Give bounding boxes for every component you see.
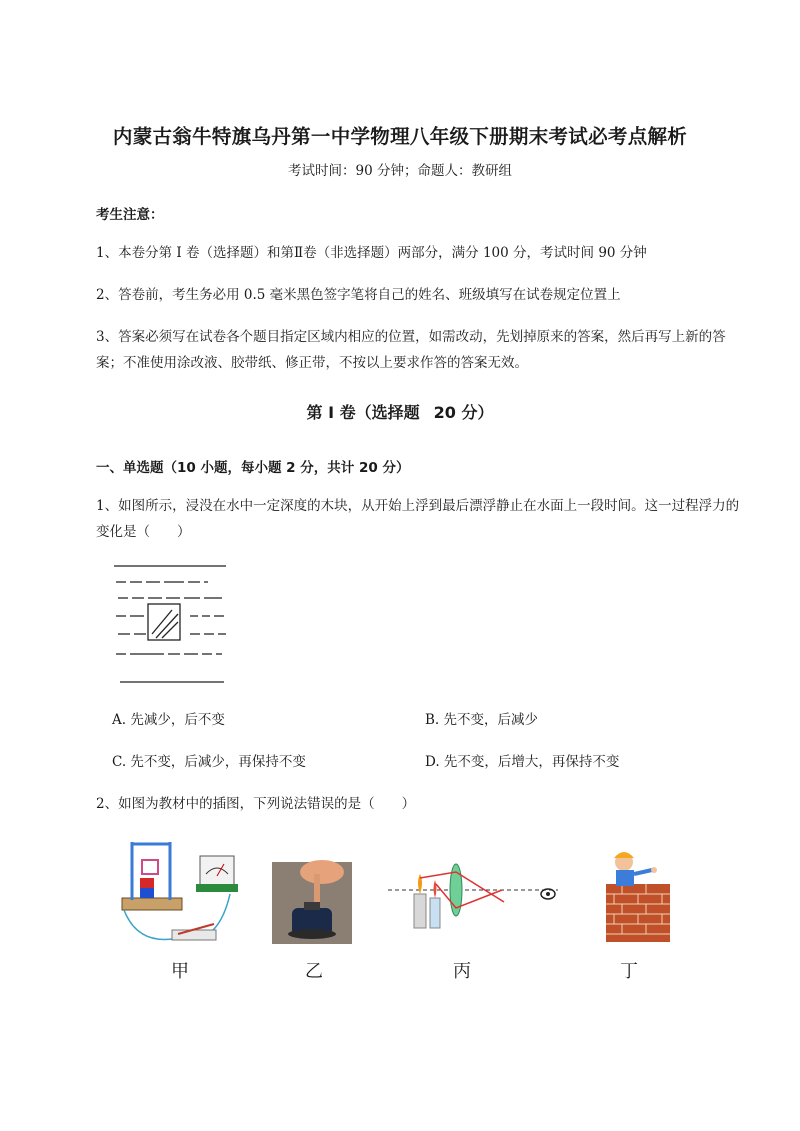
figure-label-yi: 乙 [305, 961, 323, 982]
notice-item-1: 1、本卷分第 I 卷（选择题）和第Ⅱ卷（非选择题）两部分，满分 100 分，考试时间 90 分钟 [96, 245, 647, 261]
option-d[interactable]: D. 先不变，后增大，再保持不变 [425, 754, 620, 770]
question-1-stem: 1、如图所示，浸没在水中一定深度的木块，从开始上浮到最后漂浮静止在水面上一段时间。这一过程浮力的变化是（ ） [96, 498, 740, 540]
notice-item-2: 2、答卷前，考生务必用 0.5 毫米黑色签字笔将自己的姓名、班级填写在试卷规定位置上 [96, 287, 621, 303]
worker-brick-wall-figure [606, 852, 670, 942]
option-c[interactable]: C. 先不变，后减少，再保持不变 [112, 754, 306, 770]
notice-heading: 考生注意： [96, 207, 164, 223]
section-points: 20 分） [433, 403, 494, 422]
figure-label-jia: 甲 [171, 961, 189, 982]
figure-label-bing: 丙 [453, 961, 471, 982]
section-name: 第 I 卷（选择题 [306, 403, 420, 422]
circuit-apparatus-figure [122, 842, 238, 940]
question-group-heading: 一、单选题（10 小题，每小题 2 分，共计 20 分） [96, 460, 410, 476]
notice-item-3: 3、答案必须写在试卷各个题目指定区域内相应的位置，如需改动，先划掉原来的答案，然后再写上新的答案；不准使用涂改液、胶带纸、修正带，不按以上要求作答的答案无效。 [96, 329, 726, 371]
question-2-stem: 2、如图为教材中的插图，下列说法错误的是（ ） [96, 796, 416, 812]
lens-candle-figure [388, 864, 558, 928]
hand-on-bottle-figure [272, 860, 352, 944]
page-title: 内蒙古翁牛特旗乌丹第一中学物理八年级下册期末考试必考点解析 [112, 125, 688, 148]
option-b[interactable]: B. 先不变，后减少 [425, 712, 539, 728]
section-title [0, 400, 800, 423]
option-a[interactable]: A. 先减少，后不变 [112, 712, 225, 728]
wood-block-in-water-figure [112, 560, 232, 688]
textbook-illustrations [118, 834, 678, 984]
exam-info: 考试时间：90 分钟；命题人：教研组 [288, 163, 512, 179]
figure-label-ding: 丁 [620, 961, 638, 982]
